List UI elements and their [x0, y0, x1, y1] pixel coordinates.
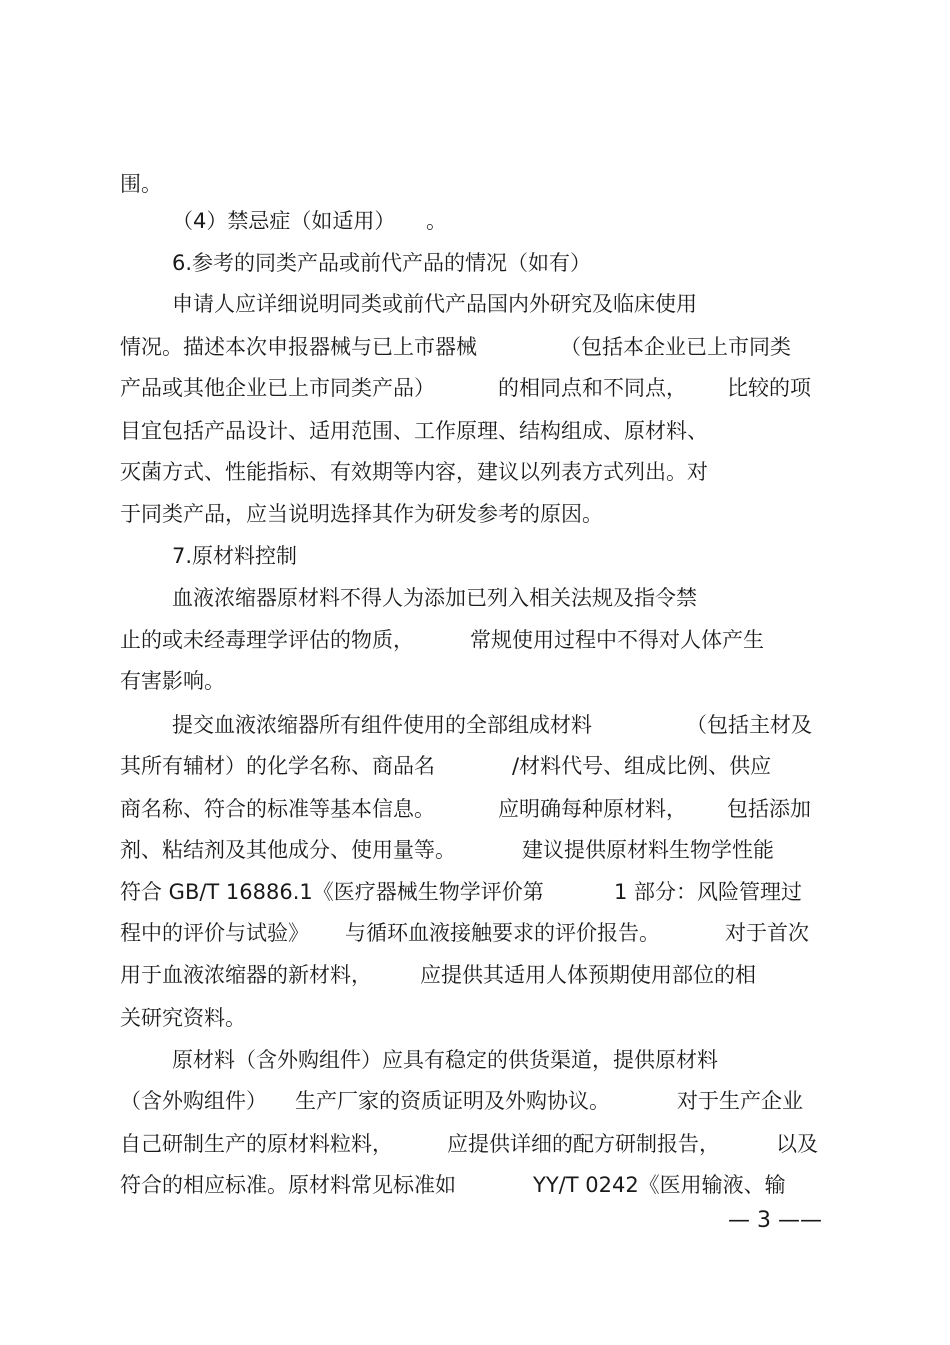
text-line	[0, 1081, 950, 1121]
text-line	[0, 746, 950, 786]
text-segment: 剂、粘结剂及其他成分、使用量等。	[120, 838, 456, 862]
text-line	[0, 243, 950, 283]
text-line	[0, 164, 950, 204]
text-segment: 原材料（含外购组件）应具有稳定的供货渠道，提供原材料	[172, 1048, 718, 1072]
text-line	[0, 705, 950, 745]
text-segment: 1 部分：风险管理过	[614, 880, 803, 904]
text-segment: 关研究资料。	[120, 1006, 246, 1030]
text-segment: 。	[426, 209, 447, 233]
text-line	[0, 955, 950, 995]
text-line	[0, 789, 950, 829]
text-segment: /材料代号、组成比例、供应	[512, 754, 772, 778]
text-segment: 程中的评价与试验》	[120, 921, 309, 945]
text-segment: 血液浓缩器原材料不得人为添加已列入相关法规及指令禁	[172, 586, 697, 610]
text-segment: 商名称、符合的标准等基本信息。	[120, 797, 435, 821]
text-line	[0, 830, 950, 870]
text-segment: 符合的相应标准。原材料常见标准如	[120, 1173, 456, 1197]
text-segment: 有害影响。	[120, 669, 225, 693]
text-line	[0, 872, 950, 912]
text-segment: 符合 GB/T 16886.1《医疗器械生物学评价第	[120, 880, 544, 904]
page-number: — 3 ——	[728, 1208, 822, 1233]
text-line	[0, 1040, 950, 1080]
text-segment: 其所有辅材）的化学名称、商品名	[120, 754, 435, 778]
text-segment: 对于首次	[725, 921, 809, 945]
text-segment: 申请人应详细说明同类或前代产品国内外研究及临床使用	[172, 292, 697, 316]
text-segment: 与循环血液接触要求的评价报告。	[345, 921, 660, 945]
text-segment: 应提供详细的配方研制报告，	[447, 1132, 720, 1156]
text-segment: 用于血液浓缩器的新材料，	[120, 963, 372, 987]
text-segment: 7.原材料控制	[172, 544, 298, 568]
text-line	[0, 452, 950, 492]
text-line	[0, 536, 950, 576]
text-line	[0, 201, 950, 241]
text-line	[0, 327, 950, 367]
text-segment: 常规使用过程中不得对人体产生	[470, 628, 764, 652]
text-segment: 包括添加	[727, 797, 811, 821]
text-segment: 情况。描述本次申报器械与已上市器械	[120, 335, 477, 359]
text-segment: 建议提供原材料生物学性能	[522, 838, 774, 862]
text-segment: 围。	[120, 172, 162, 196]
text-segment: 生产厂家的资质证明及外购协议。	[295, 1089, 610, 1113]
text-segment: YY/T 0242《医用输液、输	[533, 1173, 786, 1197]
text-segment: 的相同点和不同点，	[498, 376, 687, 400]
text-segment: 目宜包括产品设计、适用范围、工作原理、结构组成、原材料、	[120, 419, 708, 443]
text-segment: 于同类产品，应当说明选择其作为研发参考的原因。	[120, 502, 603, 526]
text-segment: 止的或未经毒理学评估的物质，	[120, 628, 414, 652]
text-segment: 以及	[776, 1132, 818, 1156]
text-segment: （含外购组件）	[120, 1089, 267, 1113]
text-segment: 对于生产企业	[677, 1089, 803, 1113]
text-line	[0, 284, 950, 324]
text-segment: 应明确每种原材料，	[498, 797, 687, 821]
text-segment: （4）禁忌症（如适用）	[172, 209, 396, 233]
text-segment: （包括本企业已上市同类	[560, 335, 791, 359]
text-line	[0, 913, 950, 953]
text-segment: 应提供其适用人体预期使用部位的相	[420, 963, 756, 987]
text-line	[0, 494, 950, 534]
text-line	[0, 1165, 950, 1205]
text-line	[0, 578, 950, 618]
text-segment: 提交血液浓缩器所有组件使用的全部组成材料	[172, 713, 592, 737]
text-line	[0, 1124, 950, 1164]
text-line	[0, 620, 950, 660]
text-segment: 比较的项	[727, 376, 811, 400]
text-segment: 自己研制生产的原材料粒料，	[120, 1132, 393, 1156]
text-segment: 6.参考的同类产品或前代产品的情况（如有）	[172, 251, 592, 275]
text-line	[0, 368, 950, 408]
text-line	[0, 411, 950, 451]
text-segment: 产品或其他企业已上市同类产品）	[120, 376, 435, 400]
text-segment: （包括主材及	[686, 713, 812, 737]
text-line	[0, 661, 950, 701]
text-line	[0, 998, 950, 1038]
text-segment: 灭菌方式、性能指标、有效期等内容，建议以列表方式列出。对	[120, 460, 708, 484]
